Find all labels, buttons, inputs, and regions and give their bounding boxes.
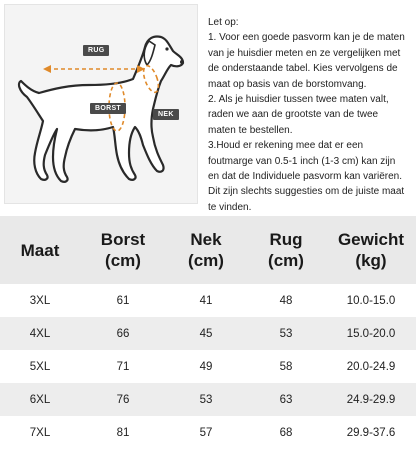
back-label: RUG xyxy=(83,45,109,56)
cell-weight: 15.0-20.0 xyxy=(346,327,396,340)
instruction-line: maten te bestellen. xyxy=(208,124,293,136)
cell-chest: 81 xyxy=(116,426,130,439)
cell-back: 48 xyxy=(279,294,293,307)
size-chart-table xyxy=(0,216,416,439)
cell-weight: 10.0-15.0 xyxy=(346,294,396,307)
header-size: Maat xyxy=(20,240,60,260)
cell-weight: 24.9-29.9 xyxy=(346,393,396,406)
cell-back: 63 xyxy=(279,393,293,406)
header-back: Rug (cm) xyxy=(268,230,304,270)
table-row xyxy=(0,416,416,449)
neck-label: NEK xyxy=(153,109,179,120)
cell-weight: 29.9-37.6 xyxy=(346,426,396,439)
cell-chest: 61 xyxy=(116,294,130,307)
dog-measurement-illustration xyxy=(4,4,198,204)
cell-size: 7XL xyxy=(29,426,51,439)
instruction-line: 1. Voor een goede pasvorm kan je de maten xyxy=(208,32,405,44)
cell-size: 6XL xyxy=(29,393,51,406)
instruction-line: Dit zijn slechts suggesties om de juiste maat xyxy=(208,186,405,198)
cell-back: 53 xyxy=(279,327,293,340)
instruction-line: raden we aan de grootste van de twee xyxy=(208,109,379,121)
cell-chest: 66 xyxy=(116,327,130,340)
instruction-line: van je huisdier meten en ze vergelijken met xyxy=(208,47,401,59)
instructions-section xyxy=(0,0,416,212)
header-chest: Borst (cm) xyxy=(100,230,146,270)
cell-neck: 49 xyxy=(199,360,213,373)
instruction-line: de onderstaande tabel. Kies vervolgens de xyxy=(208,63,398,75)
instruction-line: Let op: xyxy=(208,17,239,28)
sizing-instructions xyxy=(208,15,412,215)
cell-neck: 45 xyxy=(199,327,213,340)
cell-chest: 71 xyxy=(116,360,130,373)
cell-size: 3XL xyxy=(29,294,51,307)
instruction-line: foutmarge van 0.5-1 inch (1-3 cm) kan zijn xyxy=(208,155,396,167)
table-row xyxy=(0,383,416,416)
table-row xyxy=(0,317,416,350)
cell-size: 5XL xyxy=(29,360,51,373)
chest-label: BORST xyxy=(90,103,126,114)
header-neck: Nek (cm) xyxy=(188,230,224,270)
cell-chest: 76 xyxy=(116,393,130,406)
instruction-line: 3.Houd er rekening mee dat er een xyxy=(208,140,364,152)
cell-neck: 53 xyxy=(199,393,213,406)
instruction-line: te vinden. xyxy=(208,201,252,213)
cell-back: 58 xyxy=(279,360,293,373)
cell-neck: 41 xyxy=(199,294,213,307)
instruction-line: en dat de Individuele pasvorm kan variëren. xyxy=(208,171,403,183)
table-row xyxy=(0,350,416,383)
table-header-row xyxy=(0,216,416,284)
cell-neck: 57 xyxy=(199,426,213,439)
cell-weight: 20.0-24.9 xyxy=(346,360,396,373)
cell-size: 4XL xyxy=(29,327,51,340)
instruction-line: 2. Als je huisdier tussen twee maten valt, xyxy=(208,94,389,106)
instruction-line: maat op basis van de borstomvang. xyxy=(208,78,367,90)
cell-back: 68 xyxy=(279,426,293,439)
table-row xyxy=(0,284,416,317)
header-weight: Gewicht (kg) xyxy=(337,230,405,270)
